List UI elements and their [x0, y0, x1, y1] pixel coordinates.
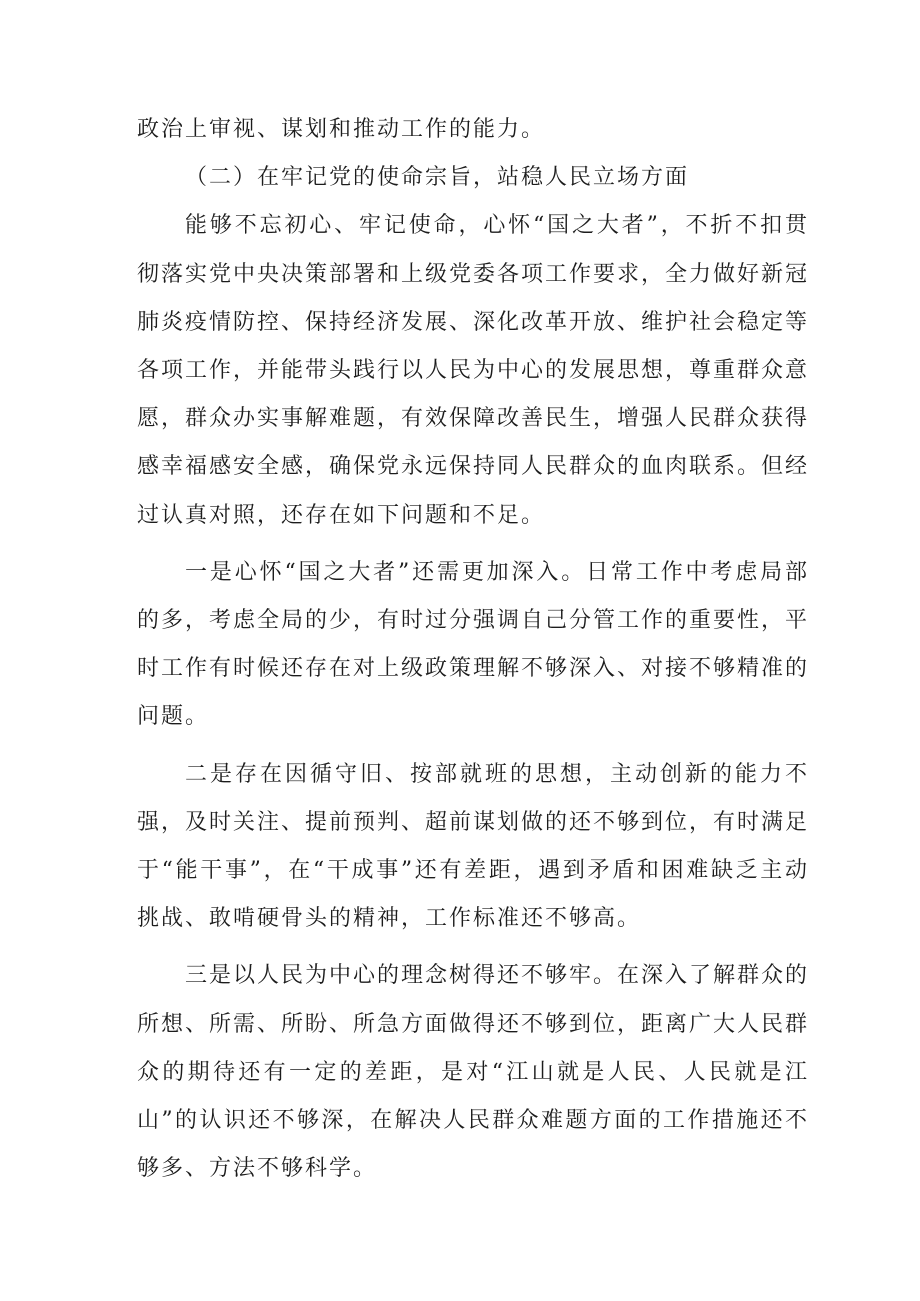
document-body	[137, 106, 809, 1193]
paragraph-issue-two: 二是存在因循守旧、按部就班的思想，主动创新的能力不强，及时关注、提前预判、超前谋划做的还不够到位，有时满足于“能干事”，在“干成事”还有差距，遇到矛盾和困难缺乏主动挑战、敢啃硬骨头的精神，工作标准还不够高。	[137, 761, 810, 932]
section-heading: （二）在牢记党的使命宗旨，站稳人民立场方面	[185, 165, 690, 191]
paragraph-continuation: 政治上审视、谋划和推动工作的能力。	[137, 117, 546, 142]
paragraph-issue-three: 三是以人民为中心的理念树得还不够牢。在深入了解群众的所想、所需、所盼、所急方面做得还不够到位，距离广大人民群众的期待还有一定的差距，是对“江山就是人民、人民就是江山”的认识还不够深，在解决人民群众难题方面的工作措施还不够多、方法不够科学。	[137, 963, 810, 1182]
paragraph-issue-one: 一是心怀“国之大者”还需更加深入。日常工作中考虑局部的多，考虑全局的少，有时过分强调自己分管工作的重要性，平时工作有时候还存在对上级政策理解不够深入、对接不够精准的问题。	[137, 559, 810, 730]
paragraph-intro: 能够不忘初心、牢记使命，心怀“国之大者”，不折不扣贯彻落实党中央决策部署和上级党委各项工作要求，全力做好新冠肺炎疫情防控、保持经济发展、深化改革开放、维护社会稳定等各项工作，并能带头践行以人民为中心的发展思想，尊重群众意愿，群众办实事解难题，有效保障改善民生，增强人民群众获得感幸福感安全感，确保党永远保持同人民群众的血肉联系。但经过认真对照，还存在如下问题和不足。	[137, 213, 810, 528]
